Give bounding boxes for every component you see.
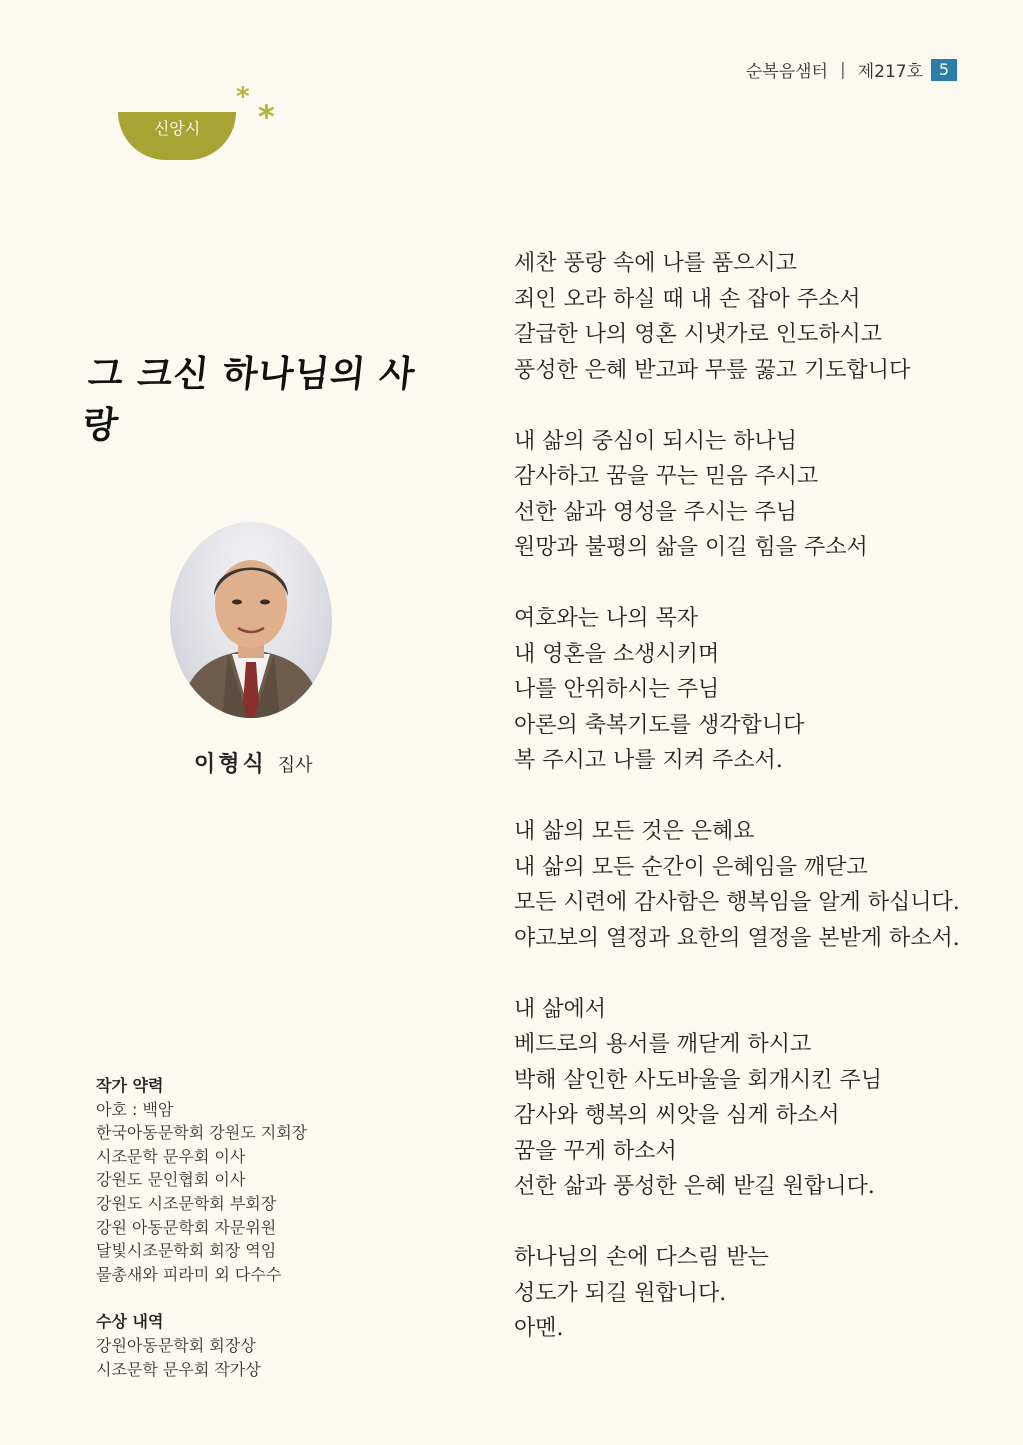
- header-separator: |: [839, 59, 846, 80]
- poem-stanza: [514, 424, 960, 566]
- poem-stanza: [514, 246, 960, 388]
- poem-body: [514, 246, 960, 1382]
- profile-list: [96, 1098, 307, 1287]
- poem-line: 내 삶에서: [514, 996, 607, 1022]
- poem-line: 선한 삶과 영성을 주시는 주님: [514, 499, 797, 525]
- poem-line: 아멘.: [514, 1316, 564, 1341]
- bio-item: 물총새와 피라미 외 다수수: [96, 1264, 282, 1284]
- bio-item: 강원 아동문학회 자문위원: [96, 1217, 277, 1237]
- poem-line: 내 영혼을 소생시키며: [514, 641, 720, 667]
- publication-name: 순복음샘터: [745, 62, 828, 82]
- poem-line: 감사하고 꿈을 꾸는 믿음 주시고: [514, 464, 819, 489]
- poem-line: 내 삶의 모든 것은 은혜요: [514, 819, 755, 844]
- poem-line: 내 삶의 중심이 되시는 하나님: [514, 428, 797, 454]
- asterisk-icon: *: [236, 82, 250, 112]
- poem-line: 원망과 불평의 삶을 이길 힘을 주소서: [514, 535, 868, 560]
- poem-line: 꿈을 꾸게 하소서: [514, 1138, 677, 1164]
- bio-item: 아호 : 백암: [96, 1099, 174, 1119]
- poem-stanza: [514, 1240, 960, 1347]
- poem-line: 여호와는 나의 목자: [514, 606, 699, 631]
- poem-title: 그 크신 하나님의 사랑: [80, 353, 418, 446]
- poem-stanza: [514, 601, 960, 779]
- poem-line: 세찬 풍랑 속에 나를 품으시고: [514, 251, 797, 276]
- poem-line: 죄인 오라 하실 때 내 손 잡아 주소서: [514, 286, 861, 312]
- poem-line: 박해 살인한 사도바울을 회개시킨 주님: [514, 1067, 883, 1093]
- poem-line: 갈급한 나의 영혼 시냇가로 인도하시고: [514, 322, 883, 347]
- profile-heading: 작가 약력: [96, 1076, 164, 1095]
- bio-item: 강원도 문인협회 이사: [96, 1170, 246, 1190]
- poem-line: 선한 삶과 풍성한 은혜 받길 원합니다.: [514, 1174, 875, 1199]
- issue-number: 제217호: [857, 62, 923, 82]
- awards-list: [96, 1334, 307, 1381]
- poem-line: 아론의 축복기도를 생각합니다: [514, 712, 805, 738]
- poem-stanza: [514, 814, 960, 956]
- poem-stanza: [514, 992, 960, 1205]
- asterisk-icon: *: [258, 98, 275, 136]
- poem-line: 복 주시고 나를 지켜 주소서.: [514, 748, 783, 773]
- author-role: 집사: [277, 755, 313, 776]
- bio-item: 시조문학 문우회 이사: [96, 1146, 246, 1166]
- poem-line: 하나님의 손에 다스림 받는: [514, 1245, 769, 1270]
- bio-item: 시조문학 문우회 작가상: [96, 1359, 261, 1379]
- page-number: 5: [931, 59, 957, 81]
- poem-line: 내 삶의 모든 순간이 은혜임을 깨닫고: [514, 854, 868, 880]
- bio-item: 강원도 시조문학회 부회장: [96, 1193, 277, 1213]
- author-name: 이형식: [194, 752, 267, 777]
- poem-line: 모든 시련에 감사함은 행복임을 알게 하십니다.: [514, 890, 960, 915]
- author-portrait: [170, 522, 332, 718]
- poem-line: 베드로의 용서를 깨닫게 하시고: [514, 1032, 812, 1057]
- bio-item: 달빛시조문학회 회장 역임: [96, 1241, 277, 1261]
- poem-line: 풍성한 은혜 받고파 무릎 꿇고 기도합니다: [514, 357, 911, 383]
- poem-line: 야고보의 열정과 요한의 열정을 본받게 하소서.: [514, 925, 960, 951]
- author-bio: [96, 1074, 307, 1381]
- page-header: [746, 57, 957, 82]
- poem-line: 나를 안위하시는 주님: [514, 677, 720, 702]
- portrait-illustration: [170, 522, 332, 718]
- poem-line: 감사와 행복의 씨앗을 심게 하소서: [514, 1103, 840, 1128]
- author-line: [194, 747, 313, 778]
- poem-line: 성도가 되길 원합니다.: [514, 1280, 727, 1306]
- awards-heading: 수상 내역: [96, 1312, 164, 1332]
- bio-item: 한국아동문학회 강원도 지회장: [96, 1123, 308, 1143]
- section-badge: 신앙시: [118, 112, 236, 160]
- bio-item: 강원아동문학회 회장상: [96, 1335, 256, 1355]
